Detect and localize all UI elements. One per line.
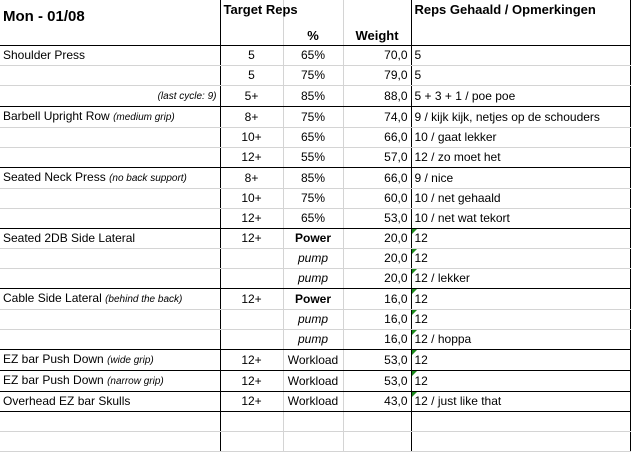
weight-cell[interactable]: 66,0 <box>343 168 411 189</box>
header-target-reps[interactable]: Target Reps <box>220 0 283 46</box>
target-reps-cell[interactable]: 12+ <box>220 148 283 168</box>
table-row <box>0 107 630 128</box>
reps-done-cell[interactable] <box>411 249 630 269</box>
reps-done-cell[interactable] <box>411 392 630 412</box>
weight-cell[interactable]: 79,0 <box>343 66 411 86</box>
exercise-note: (no back support) <box>109 173 187 184</box>
percent-cell[interactable]: 75% <box>283 189 343 209</box>
table-row <box>0 350 630 371</box>
target-reps-cell[interactable]: 8+ <box>220 107 283 128</box>
comment-flag-icon <box>412 392 417 397</box>
table-row <box>0 46 630 66</box>
comment-flag-icon <box>412 269 417 274</box>
exercise-name: Seated 2DB Side Lateral <box>3 231 136 245</box>
target-reps-cell[interactable]: 5 <box>220 46 283 66</box>
percent-cell[interactable]: Workload <box>283 371 343 392</box>
exercise-cell[interactable] <box>0 189 220 209</box>
table-row <box>0 412 630 432</box>
target-reps-cell[interactable]: 12+ <box>220 289 283 310</box>
percent-cell[interactable]: 85% <box>283 168 343 189</box>
exercise-cell[interactable] <box>0 168 220 189</box>
exercise-name: Overhead EZ bar Skulls <box>3 394 131 408</box>
table-row <box>0 269 630 289</box>
exercise-cell[interactable] <box>0 86 220 107</box>
reps-done-text: 12 / lekker <box>414 271 470 285</box>
exercise-cell[interactable] <box>0 350 220 371</box>
exercise-cell[interactable] <box>0 229 220 249</box>
exercise-cell[interactable] <box>0 209 220 229</box>
percent-cell[interactable]: Power <box>283 229 343 249</box>
table-row <box>0 209 630 229</box>
reps-done-cell[interactable]: 5 + 3 + 1 / poe poe <box>411 86 630 107</box>
reps-done-cell[interactable]: 10 / net gehaald <box>411 189 630 209</box>
target-reps-cell[interactable]: 12+ <box>220 392 283 412</box>
percent-cell[interactable]: 65% <box>283 209 343 229</box>
exercise-cell[interactable] <box>0 310 220 330</box>
percent-cell[interactable]: 65% <box>283 128 343 148</box>
reps-done-cell[interactable] <box>411 432 630 452</box>
table-row <box>0 189 630 209</box>
weight-cell[interactable]: 60,0 <box>343 189 411 209</box>
percent-cell[interactable]: 75% <box>283 107 343 128</box>
exercise-cell[interactable] <box>0 412 220 432</box>
target-reps-cell[interactable] <box>220 310 283 330</box>
comment-flag-icon <box>412 330 417 335</box>
exercise-note: (wide grip) <box>107 355 154 366</box>
exercise-cell[interactable] <box>0 289 220 310</box>
reps-done-cell[interactable]: 10 / gaat lekker <box>411 128 630 148</box>
exercise-note: (last cycle: 9) <box>157 91 217 102</box>
table-row <box>0 330 630 350</box>
table-row <box>0 310 630 330</box>
reps-done-text: 12 <box>414 251 428 265</box>
target-reps-cell[interactable] <box>220 432 283 452</box>
table-row <box>0 249 630 269</box>
exercise-cell[interactable] <box>0 148 220 168</box>
reps-done-cell[interactable] <box>411 229 630 249</box>
weight-cell[interactable]: 43,0 <box>343 392 411 412</box>
percent-cell[interactable]: 85% <box>283 86 343 107</box>
table-row <box>0 392 630 412</box>
weight-cell[interactable] <box>343 432 411 452</box>
exercise-name: Barbell Upright Row <box>3 109 110 123</box>
table-row <box>0 168 630 189</box>
comment-flag-icon <box>412 371 417 376</box>
reps-done-cell[interactable]: 5 <box>411 46 630 66</box>
exercise-cell[interactable] <box>0 371 220 392</box>
target-reps-cell[interactable]: 5 <box>220 66 283 86</box>
target-reps-cell[interactable] <box>220 249 283 269</box>
percent-cell[interactable]: Workload <box>283 350 343 371</box>
target-reps-cell[interactable]: 8+ <box>220 168 283 189</box>
exercise-name: EZ bar Push Down <box>3 352 104 366</box>
percent-cell[interactable]: 55% <box>283 148 343 168</box>
target-reps-cell[interactable]: 12+ <box>220 209 283 229</box>
weight-cell[interactable]: 20,0 <box>343 249 411 269</box>
table-row <box>0 432 630 452</box>
target-reps-cell[interactable] <box>220 269 283 289</box>
comment-flag-icon <box>412 229 417 234</box>
weight-cell[interactable]: 74,0 <box>343 107 411 128</box>
reps-done-cell[interactable] <box>411 371 630 392</box>
weight-cell[interactable] <box>343 412 411 432</box>
exercise-note: (medium grip) <box>113 112 175 123</box>
weight-cell[interactable]: 53,0 <box>343 371 411 392</box>
percent-cell[interactable]: pump <box>283 269 343 289</box>
table-row <box>0 86 630 107</box>
exercise-cell[interactable] <box>0 330 220 350</box>
weight-cell[interactable]: 53,0 <box>343 350 411 371</box>
exercise-cell[interactable] <box>0 66 220 86</box>
table-row <box>0 371 630 392</box>
exercise-cell[interactable] <box>0 128 220 148</box>
reps-done-cell[interactable] <box>411 310 630 330</box>
exercise-cell[interactable] <box>0 392 220 412</box>
exercise-cell[interactable] <box>0 432 220 452</box>
percent-cell[interactable]: pump <box>283 249 343 269</box>
exercise-cell[interactable] <box>0 107 220 128</box>
reps-done-cell[interactable] <box>411 412 630 432</box>
reps-done-text: 12 <box>414 231 428 245</box>
reps-done-text: 12 <box>414 373 428 388</box>
reps-done-cell[interactable]: 12 / zo moet het <box>411 148 630 168</box>
target-reps-cell[interactable]: 10+ <box>220 189 283 209</box>
weight-cell[interactable]: 88,0 <box>343 86 411 107</box>
comment-flag-icon <box>412 350 417 355</box>
percent-cell[interactable]: Power <box>283 289 343 310</box>
reps-done-cell[interactable]: 10 / net wat tekort <box>411 209 630 229</box>
reps-done-cell[interactable]: 9 / nice <box>411 168 630 189</box>
table-row <box>0 289 630 310</box>
table-row <box>0 148 630 168</box>
reps-done-text: 12 <box>414 352 428 367</box>
exercise-note: (behind the back) <box>105 294 183 305</box>
reps-done-cell[interactable] <box>411 350 630 371</box>
weight-cell[interactable]: 70,0 <box>343 46 411 66</box>
reps-done-text: 12 <box>414 291 428 306</box>
reps-done-cell[interactable] <box>411 269 630 289</box>
percent-cell[interactable]: pump <box>283 310 343 330</box>
reps-done-text: 12 / hoppa <box>414 332 472 346</box>
percent-cell[interactable]: 65% <box>283 46 343 66</box>
reps-done-cell[interactable]: 9 / kijk kijk, netjes op de schouders <box>411 107 630 128</box>
header-row <box>0 0 630 46</box>
header-reps-done[interactable]: Reps Gehaald / Opmerkingen <box>411 0 630 46</box>
comment-flag-icon <box>412 249 417 254</box>
weight-cell[interactable]: 16,0 <box>343 330 411 350</box>
table-row <box>0 128 630 148</box>
sheet-title[interactable]: Mon - 01/08 <box>0 0 220 46</box>
percent-cell[interactable]: 75% <box>283 66 343 86</box>
table-row <box>0 66 630 86</box>
weight-cell[interactable]: 16,0 <box>343 289 411 310</box>
exercise-cell[interactable] <box>0 46 220 66</box>
exercise-name: Seated Neck Press <box>3 170 106 184</box>
weight-cell[interactable]: 66,0 <box>343 128 411 148</box>
exercise-cell[interactable] <box>0 269 220 289</box>
header-weight[interactable]: Weight <box>343 0 411 46</box>
target-reps-cell[interactable]: 12+ <box>220 350 283 371</box>
comment-flag-icon <box>412 289 417 294</box>
weight-cell[interactable]: 57,0 <box>343 148 411 168</box>
percent-cell[interactable] <box>283 412 343 432</box>
reps-done-cell[interactable] <box>411 330 630 350</box>
weight-cell[interactable]: 20,0 <box>343 229 411 249</box>
target-reps-cell[interactable]: 12+ <box>220 229 283 249</box>
target-reps-cell[interactable] <box>220 330 283 350</box>
reps-done-text: 12 / just like that <box>414 394 502 408</box>
weight-cell[interactable]: 16,0 <box>343 310 411 330</box>
target-reps-cell[interactable]: 12+ <box>220 371 283 392</box>
percent-cell[interactable] <box>283 432 343 452</box>
weight-cell[interactable]: 53,0 <box>343 209 411 229</box>
exercise-name: Shoulder Press <box>3 48 86 62</box>
weight-cell[interactable]: 20,0 <box>343 269 411 289</box>
table-row <box>0 229 630 249</box>
reps-done-text: 12 <box>414 312 428 326</box>
exercise-name: Cable Side Lateral <box>3 291 102 305</box>
target-reps-cell[interactable]: 5+ <box>220 86 283 107</box>
exercise-note: (narrow grip) <box>107 376 164 387</box>
target-reps-cell[interactable]: 10+ <box>220 128 283 148</box>
reps-done-cell[interactable]: 5 <box>411 66 630 86</box>
exercise-name: EZ bar Push Down <box>3 373 104 387</box>
percent-cell[interactable]: Workload <box>283 392 343 412</box>
reps-done-cell[interactable] <box>411 289 630 310</box>
header-percent[interactable]: % <box>283 0 343 46</box>
exercise-cell[interactable] <box>0 249 220 269</box>
target-reps-cell[interactable] <box>220 412 283 432</box>
percent-cell[interactable]: pump <box>283 330 343 350</box>
comment-flag-icon <box>412 310 417 315</box>
